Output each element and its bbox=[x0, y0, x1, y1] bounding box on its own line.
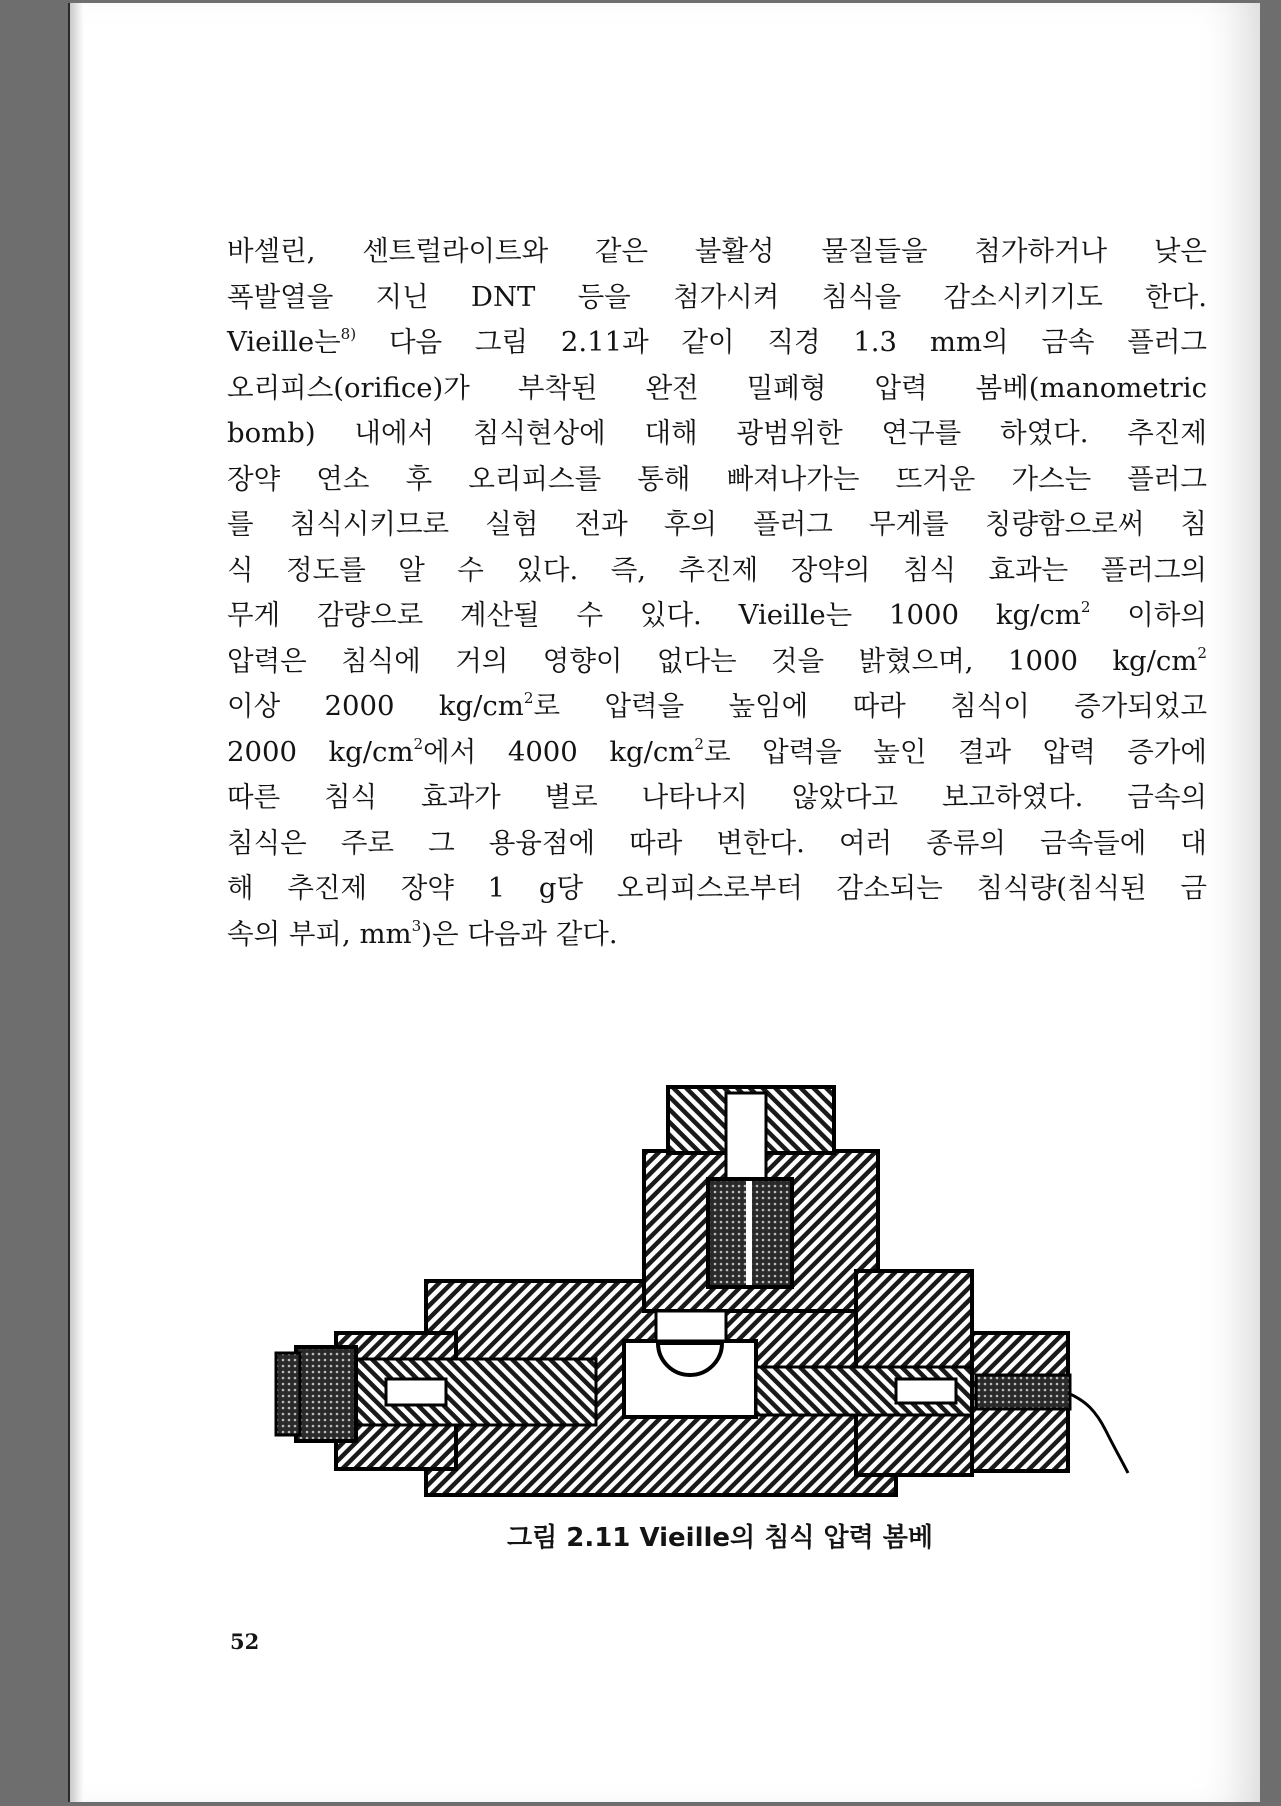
text-line: 식 정도를 알 수 있다. 즉, 추진제 장약의 침식 효과는 플러그의 bbox=[227, 553, 1207, 586]
body-paragraph bbox=[227, 229, 1207, 957]
figure-caption: 그림 2.11 Vieille의 침식 압력 봄베 bbox=[506, 1523, 934, 1553]
lead-wire bbox=[1068, 1393, 1128, 1473]
text-line: 침식은 주로 그 용융점에 따라 변한다. 여러 종류의 금속들에 대 bbox=[227, 826, 1207, 859]
text-line: 해 추진제 장약 1 g당 오리피스로부터 감소되는 침식량(침식된 금 bbox=[227, 872, 1207, 904]
erosion-bomb-diagram bbox=[256, 1081, 1156, 1511]
left-knob bbox=[296, 1347, 356, 1441]
text-line: 압력은 침식에 거의 영향이 없다는 것을 밝혔으며, 1000 $kg/cm^2$ bbox=[227, 643, 1207, 677]
text-line: 무게 감량으로 계산될 수 있다. Vieille는 1000 $kg/cm^2$ 이하의 bbox=[227, 597, 1207, 631]
text-line: 장약 연소 후 오리피스를 통해 빠져나가는 뜨거운 가스는 플러그 bbox=[227, 462, 1207, 495]
text-line: bomb) 내에서 침식현상에 대해 광범위한 연구를 하였다. 추진제 bbox=[227, 417, 1207, 449]
book-page bbox=[68, 3, 1260, 1802]
text-line: 오리피스(orifice)가 부착된 완전 밀폐형 압력 봄베(manometric bbox=[227, 371, 1207, 404]
page-number: 52 bbox=[230, 1629, 260, 1654]
text-line: 2000 $kg/cm^2$에서 4000 $kg/cm^2$로 압력을 높인 결과 압력 증가에 bbox=[227, 734, 1207, 768]
footnote-ref: 8) bbox=[340, 324, 357, 343]
text-line: 따른 침식 효과가 별로 나타나지 않았다고 보고하였다. 금속의 bbox=[227, 781, 1207, 813]
text-line: 바셀린, 센트럴라이트와 같은 불활성 물질들을 첨가하거나 낮은 bbox=[227, 235, 1207, 267]
text-line: 이상 2000 $kg/cm^2$로 압력을 높임에 따라 침식이 증가되었고 bbox=[227, 688, 1208, 722]
text-line: 속의 부피, $mm^3$)은 다음과 같다. bbox=[227, 916, 618, 950]
page-spine-shadow bbox=[70, 3, 84, 1802]
text-line: Vieille는$^{8)}$ 다음 그림 2.11과 같이 직경 1.3 mm의 금속 플러그 bbox=[227, 324, 1207, 358]
text-line: 폭발열을 지닌 DNT 등을 첨가시켜 침식을 감소시키기도 한다. bbox=[227, 280, 1207, 313]
text-line: 를 침식시키므로 실험 전과 후의 플러그 무게를 칭량함으로써 침 bbox=[227, 508, 1207, 540]
